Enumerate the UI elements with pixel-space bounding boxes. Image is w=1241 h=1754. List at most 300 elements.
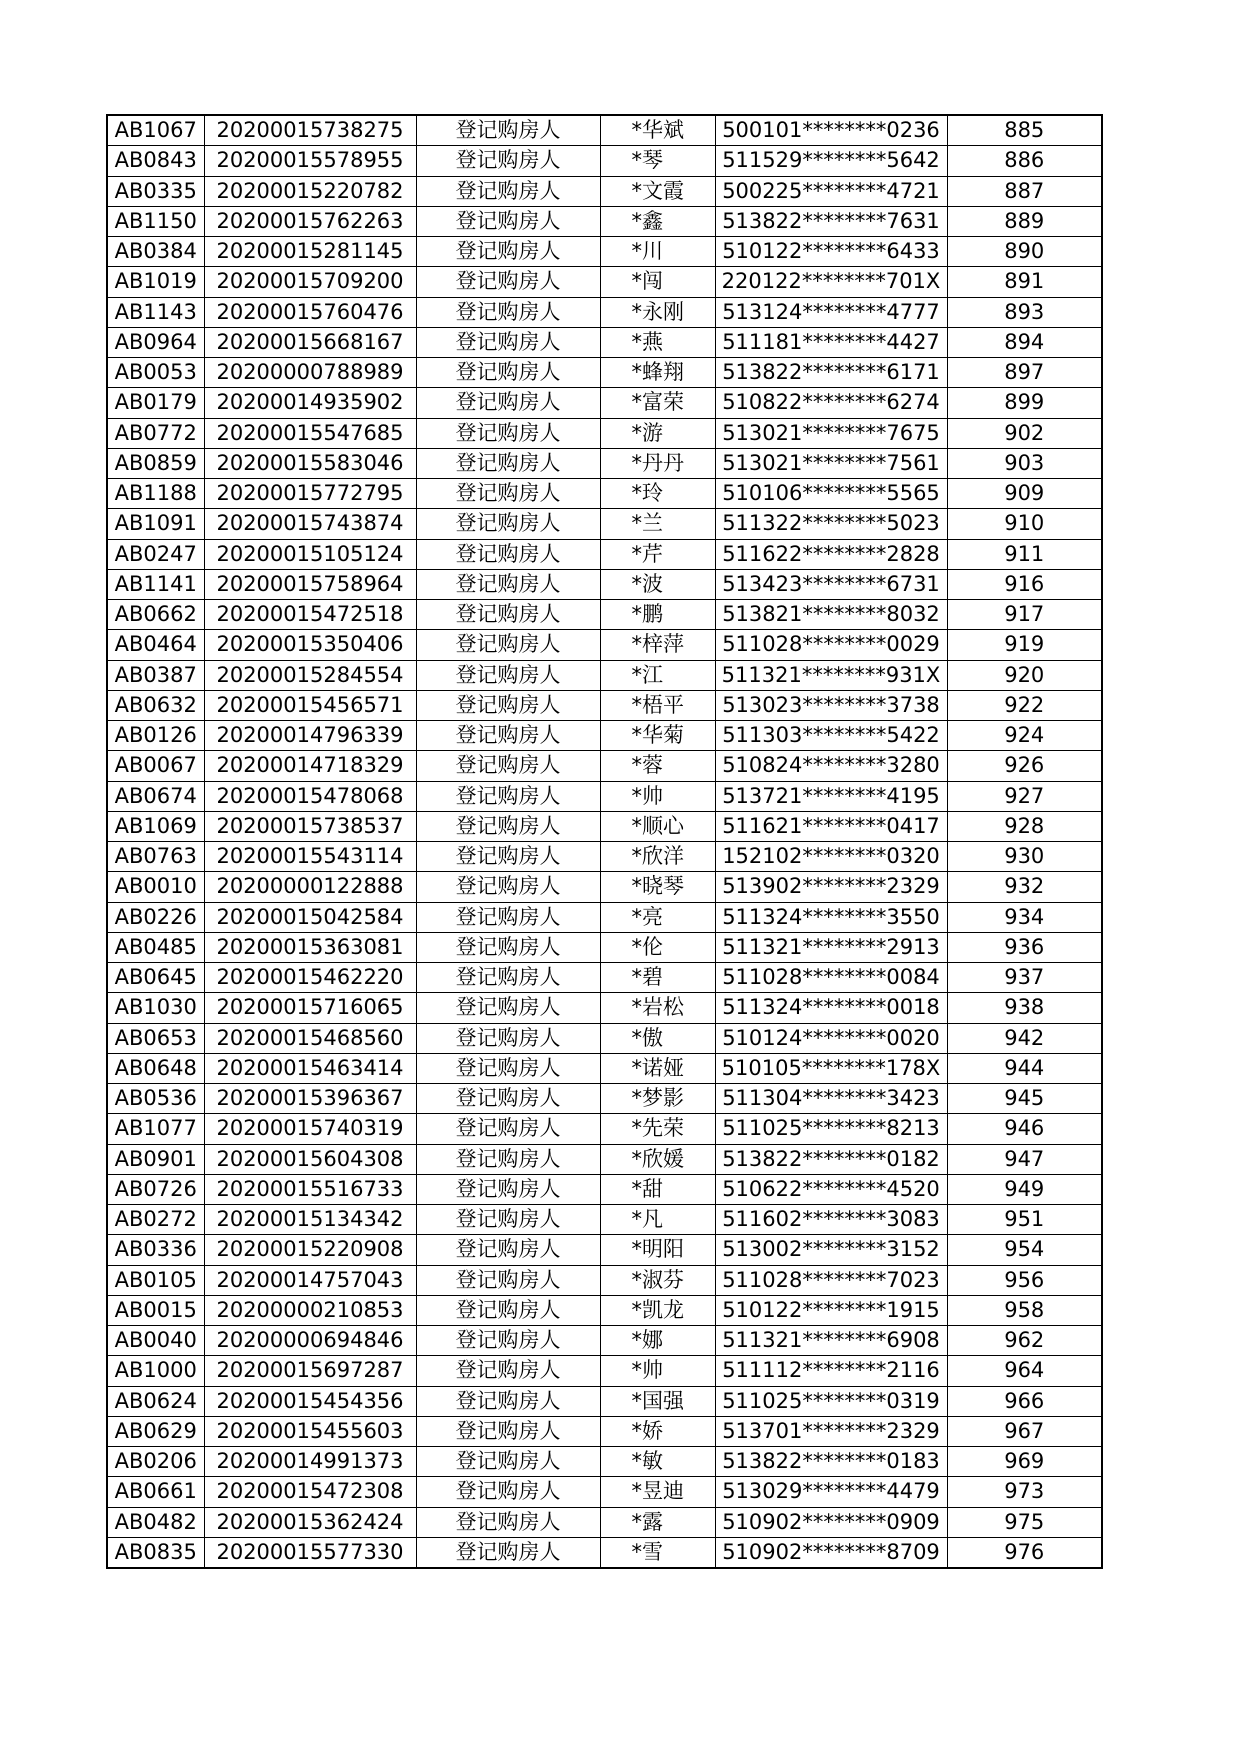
id-number-cell: 510105********178X <box>715 1053 947 1083</box>
id-number-cell: 510122********6433 <box>715 237 947 267</box>
role-cell: 登记购房人 <box>416 1235 600 1265</box>
table-row <box>107 509 1102 539</box>
table-row <box>107 1114 1102 1144</box>
registration-number-cell: 20200015362424 <box>204 1507 416 1537</box>
serial-number-cell: AB0226 <box>107 902 204 932</box>
name-cell: *凡 <box>600 1205 715 1235</box>
table-row <box>107 1386 1102 1416</box>
role-cell: 登记购房人 <box>416 297 600 327</box>
name-cell: *梦影 <box>600 1084 715 1114</box>
lottery-number-cell: 885 <box>947 115 1102 146</box>
registration-number-cell: 20200015456571 <box>204 690 416 720</box>
role-cell: 登记购房人 <box>416 1265 600 1295</box>
id-number-cell: 511324********0018 <box>715 993 947 1023</box>
name-cell: *露 <box>600 1507 715 1537</box>
serial-number-cell: AB0335 <box>107 176 204 206</box>
role-cell: 登记购房人 <box>416 1144 600 1174</box>
serial-number-cell: AB0105 <box>107 1265 204 1295</box>
lottery-number-cell: 893 <box>947 297 1102 327</box>
lottery-number-cell: 975 <box>947 1507 1102 1537</box>
id-number-cell: 513701********2329 <box>715 1416 947 1446</box>
id-number-cell: 511321********931X <box>715 660 947 690</box>
role-cell: 登记购房人 <box>416 932 600 962</box>
id-number-cell: 511028********7023 <box>715 1265 947 1295</box>
name-cell: *凯龙 <box>600 1295 715 1325</box>
role-cell: 登记购房人 <box>416 1477 600 1507</box>
registration-number-cell: 20200015454356 <box>204 1386 416 1416</box>
id-number-cell: 220122********701X <box>715 267 947 297</box>
table-row <box>107 297 1102 327</box>
name-cell: *雪 <box>600 1537 715 1568</box>
serial-number-cell: AB0624 <box>107 1386 204 1416</box>
registration-number-cell: 20200015462220 <box>204 963 416 993</box>
serial-number-cell: AB0272 <box>107 1205 204 1235</box>
table-row <box>107 327 1102 357</box>
lottery-number-cell: 969 <box>947 1447 1102 1477</box>
lottery-number-cell: 964 <box>947 1356 1102 1386</box>
table-row <box>107 1477 1102 1507</box>
table-row <box>107 176 1102 206</box>
table-row <box>107 932 1102 962</box>
table-row <box>107 872 1102 902</box>
registration-number-cell: 20200015220908 <box>204 1235 416 1265</box>
serial-number-cell: AB0763 <box>107 842 204 872</box>
table-row <box>107 1326 1102 1356</box>
table-row <box>107 1235 1102 1265</box>
role-cell: 登记购房人 <box>416 176 600 206</box>
registrant-table <box>106 114 1103 1569</box>
name-cell: *伦 <box>600 932 715 962</box>
name-cell: *华菊 <box>600 721 715 751</box>
serial-number-cell: AB1143 <box>107 297 204 327</box>
role-cell: 登记购房人 <box>416 1356 600 1386</box>
table-row <box>107 811 1102 841</box>
role-cell: 登记购房人 <box>416 418 600 448</box>
serial-number-cell: AB1000 <box>107 1356 204 1386</box>
serial-number-cell: AB1077 <box>107 1114 204 1144</box>
table-row <box>107 1174 1102 1204</box>
registration-number-cell: 20200015281145 <box>204 237 416 267</box>
name-cell: *鑫 <box>600 206 715 236</box>
table-body <box>107 115 1102 1568</box>
role-cell: 登记购房人 <box>416 1084 600 1114</box>
lottery-number-cell: 936 <box>947 932 1102 962</box>
serial-number-cell: AB1067 <box>107 115 204 146</box>
name-cell: *晓琴 <box>600 872 715 902</box>
name-cell: *闯 <box>600 267 715 297</box>
id-number-cell: 513721********4195 <box>715 781 947 811</box>
lottery-number-cell: 899 <box>947 388 1102 418</box>
lottery-number-cell: 973 <box>947 1477 1102 1507</box>
id-number-cell: 511025********8213 <box>715 1114 947 1144</box>
role-cell: 登记购房人 <box>416 1447 600 1477</box>
lottery-number-cell: 937 <box>947 963 1102 993</box>
table-row <box>107 660 1102 690</box>
lottery-number-cell: 887 <box>947 176 1102 206</box>
lottery-number-cell: 919 <box>947 630 1102 660</box>
table-row <box>107 1265 1102 1295</box>
registration-number-cell: 20200015577330 <box>204 1537 416 1568</box>
lottery-number-cell: 909 <box>947 479 1102 509</box>
lottery-number-cell: 911 <box>947 539 1102 569</box>
role-cell: 登记购房人 <box>416 963 600 993</box>
table-row <box>107 1084 1102 1114</box>
lottery-number-cell: 916 <box>947 569 1102 599</box>
table-row <box>107 388 1102 418</box>
registration-number-cell: 20200015134342 <box>204 1205 416 1235</box>
role-cell: 登记购房人 <box>416 448 600 478</box>
lottery-number-cell: 902 <box>947 418 1102 448</box>
name-cell: *玲 <box>600 479 715 509</box>
serial-number-cell: AB0901 <box>107 1144 204 1174</box>
role-cell: 登记购房人 <box>416 842 600 872</box>
serial-number-cell: AB0629 <box>107 1416 204 1446</box>
lottery-number-cell: 891 <box>947 267 1102 297</box>
serial-number-cell: AB0015 <box>107 1295 204 1325</box>
lottery-number-cell: 958 <box>947 1295 1102 1325</box>
name-cell: *兰 <box>600 509 715 539</box>
id-number-cell: 511304********3423 <box>715 1084 947 1114</box>
id-number-cell: 511112********2116 <box>715 1356 947 1386</box>
id-number-cell: 510902********8709 <box>715 1537 947 1568</box>
serial-number-cell: AB0674 <box>107 781 204 811</box>
lottery-number-cell: 938 <box>947 993 1102 1023</box>
id-number-cell: 511025********0319 <box>715 1386 947 1416</box>
id-number-cell: 511529********5642 <box>715 146 947 176</box>
serial-number-cell: AB1091 <box>107 509 204 539</box>
id-number-cell: 513002********3152 <box>715 1235 947 1265</box>
registration-number-cell: 20200015716065 <box>204 993 416 1023</box>
lottery-number-cell: 924 <box>947 721 1102 751</box>
id-number-cell: 513822********7631 <box>715 206 947 236</box>
role-cell: 登记购房人 <box>416 1386 600 1416</box>
serial-number-cell: AB0648 <box>107 1053 204 1083</box>
registration-number-cell: 20200015604308 <box>204 1144 416 1174</box>
lottery-number-cell: 951 <box>947 1205 1102 1235</box>
registration-number-cell: 20200015740319 <box>204 1114 416 1144</box>
role-cell: 登记购房人 <box>416 781 600 811</box>
serial-number-cell: AB0632 <box>107 690 204 720</box>
registration-number-cell: 20200015738275 <box>204 115 416 146</box>
name-cell: *川 <box>600 237 715 267</box>
id-number-cell: 513023********3738 <box>715 690 947 720</box>
name-cell: *昱迪 <box>600 1477 715 1507</box>
role-cell: 登记购房人 <box>416 327 600 357</box>
lottery-number-cell: 890 <box>947 237 1102 267</box>
registration-number-cell: 20200015220782 <box>204 176 416 206</box>
role-cell: 登记购房人 <box>416 660 600 690</box>
id-number-cell: 511321********6908 <box>715 1326 947 1356</box>
registration-number-cell: 20200015463414 <box>204 1053 416 1083</box>
registration-number-cell: 20200015284554 <box>204 660 416 690</box>
registration-number-cell: 20200015363081 <box>204 932 416 962</box>
name-cell: *亮 <box>600 902 715 932</box>
id-number-cell: 513822********0182 <box>715 1144 947 1174</box>
name-cell: *娜 <box>600 1326 715 1356</box>
name-cell: *华斌 <box>600 115 715 146</box>
lottery-number-cell: 962 <box>947 1326 1102 1356</box>
id-number-cell: 513902********2329 <box>715 872 947 902</box>
registration-number-cell: 20200015668167 <box>204 327 416 357</box>
role-cell: 登记购房人 <box>416 569 600 599</box>
id-number-cell: 511621********0417 <box>715 811 947 841</box>
registration-number-cell: 20200015042584 <box>204 902 416 932</box>
id-number-cell: 513021********7561 <box>715 448 947 478</box>
lottery-number-cell: 928 <box>947 811 1102 841</box>
name-cell: *碧 <box>600 963 715 993</box>
lottery-number-cell: 934 <box>947 902 1102 932</box>
table-row <box>107 781 1102 811</box>
table-row <box>107 358 1102 388</box>
table-row <box>107 902 1102 932</box>
serial-number-cell: AB0384 <box>107 237 204 267</box>
id-number-cell: 510902********0909 <box>715 1507 947 1537</box>
role-cell: 登记购房人 <box>416 237 600 267</box>
id-number-cell: 513821********8032 <box>715 600 947 630</box>
name-cell: *娇 <box>600 1416 715 1446</box>
role-cell: 登记购房人 <box>416 872 600 902</box>
serial-number-cell: AB0536 <box>107 1084 204 1114</box>
table-row <box>107 146 1102 176</box>
id-number-cell: 500101********0236 <box>715 115 947 146</box>
serial-number-cell: AB0645 <box>107 963 204 993</box>
name-cell: *蜂翔 <box>600 358 715 388</box>
lottery-number-cell: 942 <box>947 1023 1102 1053</box>
table-row <box>107 569 1102 599</box>
id-number-cell: 510122********1915 <box>715 1295 947 1325</box>
id-number-cell: 510106********5565 <box>715 479 947 509</box>
name-cell: *傲 <box>600 1023 715 1053</box>
registration-number-cell: 20200015472518 <box>204 600 416 630</box>
registration-number-cell: 20200015478068 <box>204 781 416 811</box>
serial-number-cell: AB0726 <box>107 1174 204 1204</box>
name-cell: *欣洋 <box>600 842 715 872</box>
name-cell: *琴 <box>600 146 715 176</box>
registration-number-cell: 20200015583046 <box>204 448 416 478</box>
lottery-number-cell: 932 <box>947 872 1102 902</box>
table-row <box>107 1144 1102 1174</box>
table-row <box>107 479 1102 509</box>
name-cell: *蓉 <box>600 751 715 781</box>
id-number-cell: 510824********3280 <box>715 751 947 781</box>
lottery-number-cell: 910 <box>947 509 1102 539</box>
serial-number-cell: AB0482 <box>107 1507 204 1537</box>
registration-number-cell: 20200015697287 <box>204 1356 416 1386</box>
registration-number-cell: 20200015578955 <box>204 146 416 176</box>
lottery-number-cell: 947 <box>947 1144 1102 1174</box>
role-cell: 登记购房人 <box>416 1023 600 1053</box>
serial-number-cell: AB0835 <box>107 1537 204 1568</box>
name-cell: *淑芬 <box>600 1265 715 1295</box>
name-cell: *先荣 <box>600 1114 715 1144</box>
serial-number-cell: AB0843 <box>107 146 204 176</box>
serial-number-cell: AB0772 <box>107 418 204 448</box>
id-number-cell: 511322********5023 <box>715 509 947 539</box>
serial-number-cell: AB0179 <box>107 388 204 418</box>
serial-number-cell: AB1069 <box>107 811 204 841</box>
name-cell: *永刚 <box>600 297 715 327</box>
registration-number-cell: 20200014718329 <box>204 751 416 781</box>
table-row <box>107 115 1102 146</box>
table-row <box>107 993 1102 1023</box>
name-cell: *帅 <box>600 781 715 811</box>
id-number-cell: 152102********0320 <box>715 842 947 872</box>
serial-number-cell: AB1150 <box>107 206 204 236</box>
id-number-cell: 511324********3550 <box>715 902 947 932</box>
role-cell: 登记购房人 <box>416 690 600 720</box>
serial-number-cell: AB0247 <box>107 539 204 569</box>
role-cell: 登记购房人 <box>416 811 600 841</box>
role-cell: 登记购房人 <box>416 630 600 660</box>
role-cell: 登记购房人 <box>416 1295 600 1325</box>
role-cell: 登记购房人 <box>416 1416 600 1446</box>
table-row <box>107 1447 1102 1477</box>
table-row <box>107 751 1102 781</box>
lottery-number-cell: 949 <box>947 1174 1102 1204</box>
lottery-number-cell: 926 <box>947 751 1102 781</box>
role-cell: 登记购房人 <box>416 1326 600 1356</box>
id-number-cell: 513822********0183 <box>715 1447 947 1477</box>
lottery-number-cell: 930 <box>947 842 1102 872</box>
registration-number-cell: 20200015758964 <box>204 569 416 599</box>
table-row <box>107 1023 1102 1053</box>
lottery-number-cell: 967 <box>947 1416 1102 1446</box>
serial-number-cell: AB0053 <box>107 358 204 388</box>
lottery-number-cell: 922 <box>947 690 1102 720</box>
table-row <box>107 1205 1102 1235</box>
role-cell: 登记购房人 <box>416 509 600 539</box>
id-number-cell: 511303********5422 <box>715 721 947 751</box>
name-cell: *岩松 <box>600 993 715 1023</box>
serial-number-cell: AB1030 <box>107 993 204 1023</box>
table-row <box>107 1295 1102 1325</box>
registration-number-cell: 20200000694846 <box>204 1326 416 1356</box>
role-cell: 登记购房人 <box>416 1205 600 1235</box>
name-cell: *梧平 <box>600 690 715 720</box>
serial-number-cell: AB0387 <box>107 660 204 690</box>
table-row <box>107 721 1102 751</box>
role-cell: 登记购房人 <box>416 1053 600 1083</box>
registration-number-cell: 20200015543114 <box>204 842 416 872</box>
id-number-cell: 513822********6171 <box>715 358 947 388</box>
name-cell: *鹏 <box>600 600 715 630</box>
role-cell: 登记购房人 <box>416 539 600 569</box>
table-row <box>107 1416 1102 1446</box>
serial-number-cell: AB0485 <box>107 932 204 962</box>
id-number-cell: 511181********4427 <box>715 327 947 357</box>
name-cell: *国强 <box>600 1386 715 1416</box>
lottery-number-cell: 927 <box>947 781 1102 811</box>
name-cell: *甜 <box>600 1174 715 1204</box>
lottery-number-cell: 917 <box>947 600 1102 630</box>
id-number-cell: 511602********3083 <box>715 1205 947 1235</box>
serial-number-cell: AB0040 <box>107 1326 204 1356</box>
name-cell: *明阳 <box>600 1235 715 1265</box>
table-row <box>107 1356 1102 1386</box>
id-number-cell: 511622********2828 <box>715 539 947 569</box>
name-cell: *敏 <box>600 1447 715 1477</box>
name-cell: *文霞 <box>600 176 715 206</box>
registration-number-cell: 20200000122888 <box>204 872 416 902</box>
lottery-number-cell: 966 <box>947 1386 1102 1416</box>
name-cell: *芹 <box>600 539 715 569</box>
id-number-cell: 511028********0084 <box>715 963 947 993</box>
name-cell: *波 <box>600 569 715 599</box>
table-row <box>107 1507 1102 1537</box>
lottery-number-cell: 946 <box>947 1114 1102 1144</box>
registration-number-cell: 20200015547685 <box>204 418 416 448</box>
table-row <box>107 267 1102 297</box>
name-cell: *欣媛 <box>600 1144 715 1174</box>
role-cell: 登记购房人 <box>416 267 600 297</box>
registration-number-cell: 20200015350406 <box>204 630 416 660</box>
role-cell: 登记购房人 <box>416 146 600 176</box>
registration-number-cell: 20200015105124 <box>204 539 416 569</box>
role-cell: 登记购房人 <box>416 358 600 388</box>
table-row <box>107 842 1102 872</box>
registration-number-cell: 20200014991373 <box>204 1447 416 1477</box>
serial-number-cell: AB0662 <box>107 600 204 630</box>
lottery-number-cell: 956 <box>947 1265 1102 1295</box>
id-number-cell: 510124********0020 <box>715 1023 947 1053</box>
registration-number-cell: 20200015743874 <box>204 509 416 539</box>
lottery-number-cell: 920 <box>947 660 1102 690</box>
serial-number-cell: AB0336 <box>107 1235 204 1265</box>
role-cell: 登记购房人 <box>416 721 600 751</box>
registration-number-cell: 20200015762263 <box>204 206 416 236</box>
role-cell: 登记购房人 <box>416 902 600 932</box>
role-cell: 登记购房人 <box>416 600 600 630</box>
id-number-cell: 511321********2913 <box>715 932 947 962</box>
id-number-cell: 513029********4479 <box>715 1477 947 1507</box>
name-cell: *江 <box>600 660 715 690</box>
role-cell: 登记购房人 <box>416 1174 600 1204</box>
name-cell: *富荣 <box>600 388 715 418</box>
id-number-cell: 513423********6731 <box>715 569 947 599</box>
name-cell: *帅 <box>600 1356 715 1386</box>
id-number-cell: 500225********4721 <box>715 176 947 206</box>
serial-number-cell: AB1141 <box>107 569 204 599</box>
serial-number-cell: AB1188 <box>107 479 204 509</box>
lottery-number-cell: 954 <box>947 1235 1102 1265</box>
serial-number-cell: AB0661 <box>107 1477 204 1507</box>
registration-number-cell: 20200014935902 <box>204 388 416 418</box>
registration-number-cell: 20200014796339 <box>204 721 416 751</box>
name-cell: *游 <box>600 418 715 448</box>
table-row <box>107 1537 1102 1568</box>
serial-number-cell: AB0067 <box>107 751 204 781</box>
id-number-cell: 511028********0029 <box>715 630 947 660</box>
role-cell: 登记购房人 <box>416 1114 600 1144</box>
registration-number-cell: 20200000210853 <box>204 1295 416 1325</box>
table-row <box>107 448 1102 478</box>
lottery-number-cell: 886 <box>947 146 1102 176</box>
name-cell: *诺娅 <box>600 1053 715 1083</box>
id-number-cell: 510822********6274 <box>715 388 947 418</box>
name-cell: *燕 <box>600 327 715 357</box>
registration-number-cell: 20200014757043 <box>204 1265 416 1295</box>
name-cell: *丹丹 <box>600 448 715 478</box>
role-cell: 登记购房人 <box>416 479 600 509</box>
table-row <box>107 418 1102 448</box>
serial-number-cell: AB0206 <box>107 1447 204 1477</box>
registration-number-cell: 20200015472308 <box>204 1477 416 1507</box>
role-cell: 登记购房人 <box>416 388 600 418</box>
lottery-number-cell: 897 <box>947 358 1102 388</box>
registration-number-cell: 20200015738537 <box>204 811 416 841</box>
serial-number-cell: AB0464 <box>107 630 204 660</box>
id-number-cell: 513021********7675 <box>715 418 947 448</box>
